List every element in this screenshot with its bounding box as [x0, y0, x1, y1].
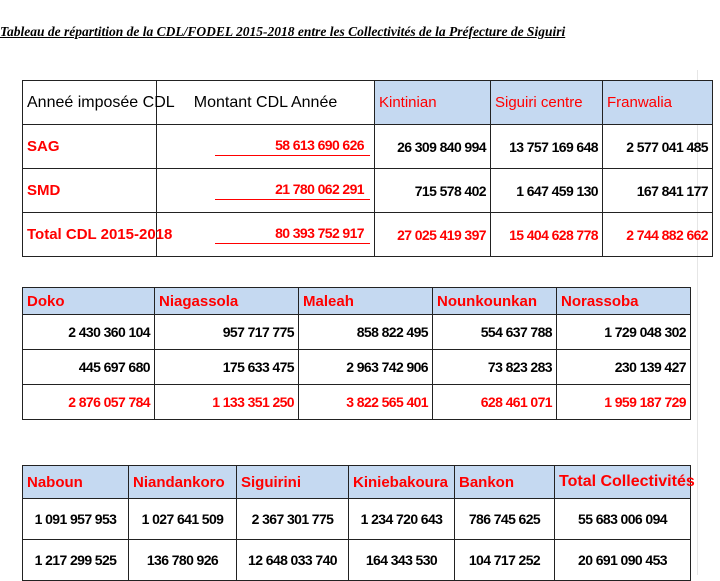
- table-cell: 1 027 641 509: [129, 499, 237, 540]
- header-niandankoro: Niandankoro: [129, 466, 237, 499]
- header-naboun: Naboun: [23, 466, 129, 499]
- header-annee: Anneé imposée CDL: [23, 81, 157, 125]
- row-label: SMD: [23, 169, 157, 213]
- table-cell: 1 217 299 525: [23, 540, 129, 581]
- row-label: SAG: [23, 125, 157, 169]
- header-maleah: Maleah: [299, 288, 433, 315]
- table-cell: 55 683 006 094: [555, 499, 691, 540]
- table-row-total: [23, 385, 691, 420]
- table-cell: 1 234 720 643: [349, 499, 455, 540]
- table-row-sag: [23, 125, 713, 169]
- header-franwalia: Franwalia: [603, 81, 713, 125]
- collectivites-table-2: [22, 287, 691, 420]
- table-cell: 445 697 680: [23, 350, 155, 385]
- header-niagassola: Niagassola: [155, 288, 299, 315]
- table-cell: 2 430 360 104: [23, 315, 155, 350]
- table-cell: 1 133 351 250: [155, 385, 299, 420]
- table-cell: 230 139 427: [557, 350, 691, 385]
- table-cell: 2 577 041 485: [603, 125, 713, 169]
- table-cell: 13 757 169 648: [491, 125, 603, 169]
- table-cell: 12 648 033 740: [237, 540, 349, 581]
- table-row: [23, 499, 691, 540]
- table-cell: 26 309 840 994: [375, 125, 491, 169]
- document-title: Tableau de répartition de la CDL/FODEL 2015-2018 entre les Collectivités de la Préfecture de Siguiri: [0, 24, 566, 39]
- collectivites-table-3: [22, 465, 695, 581]
- table-cell: 554 637 788: [433, 315, 557, 350]
- montant-value: 58 613 690 626: [215, 137, 370, 156]
- table-row-total: [23, 213, 713, 257]
- table-cell: 957 717 775: [155, 315, 299, 350]
- table-cell: 104 717 252: [455, 540, 555, 581]
- table-cell: 1 959 187 729: [557, 385, 691, 420]
- header-total-collectivites: Total Collectivités: [555, 466, 691, 499]
- header-kintinian: Kintinian: [375, 81, 491, 125]
- table-cell: 2 876 057 784: [23, 385, 155, 420]
- table-cell: 175 633 475: [155, 350, 299, 385]
- table-cell: 858 822 495: [299, 315, 433, 350]
- table-cell: 2 963 742 906: [299, 350, 433, 385]
- table-cell: 15 404 628 778: [491, 213, 603, 257]
- header-nounkounkan: Nounkounkan: [433, 288, 557, 315]
- table-header-row: [23, 466, 691, 499]
- header-siguirini: Siguirini: [237, 466, 349, 499]
- table-cell: 164 343 530: [349, 540, 455, 581]
- header-norassoba: Norassoba: [557, 288, 691, 315]
- table-cell: 2 367 301 775: [237, 499, 349, 540]
- table-cell: 1 091 957 953: [23, 499, 129, 540]
- montant-value: 80 393 752 917: [215, 225, 370, 244]
- table-cell: 136 780 926: [129, 540, 237, 581]
- header-montant: Montant CDL Année: [157, 81, 375, 125]
- header-siguiri-centre: Siguiri centre: [491, 81, 603, 125]
- table-cell: 786 745 625: [455, 499, 555, 540]
- header-kiniebakoura: Kiniebakoura: [349, 466, 455, 499]
- table-cell: 27 025 419 397: [375, 213, 491, 257]
- table-header-row: [23, 288, 691, 315]
- table-cell: 2 744 882 662: [603, 213, 713, 257]
- montant-value: 21 780 062 291: [215, 181, 370, 200]
- table-cell: 20 691 090 453: [555, 540, 691, 581]
- table-row-smd: [23, 169, 713, 213]
- header-bankon: Bankon: [455, 466, 555, 499]
- table-cell: 167 841 177: [603, 169, 713, 213]
- table-cell: 1 647 459 130: [491, 169, 603, 213]
- row-label: Total CDL 2015-2018: [23, 213, 157, 257]
- table-cell: 715 578 402: [375, 169, 491, 213]
- table-row: [23, 540, 691, 581]
- montant-cell: [157, 125, 375, 169]
- table-cell: 628 461 071: [433, 385, 557, 420]
- header-doko: Doko: [23, 288, 155, 315]
- table-cell: 73 823 283: [433, 350, 557, 385]
- table-cell: 1 729 048 302: [557, 315, 691, 350]
- table-row: [23, 350, 691, 385]
- table-row: [23, 315, 691, 350]
- montant-cell: [157, 169, 375, 213]
- table-cell: 3 822 565 401: [299, 385, 433, 420]
- montant-cell: [157, 213, 375, 257]
- cdl-summary-table: [22, 80, 713, 257]
- table-header-row: [23, 81, 713, 125]
